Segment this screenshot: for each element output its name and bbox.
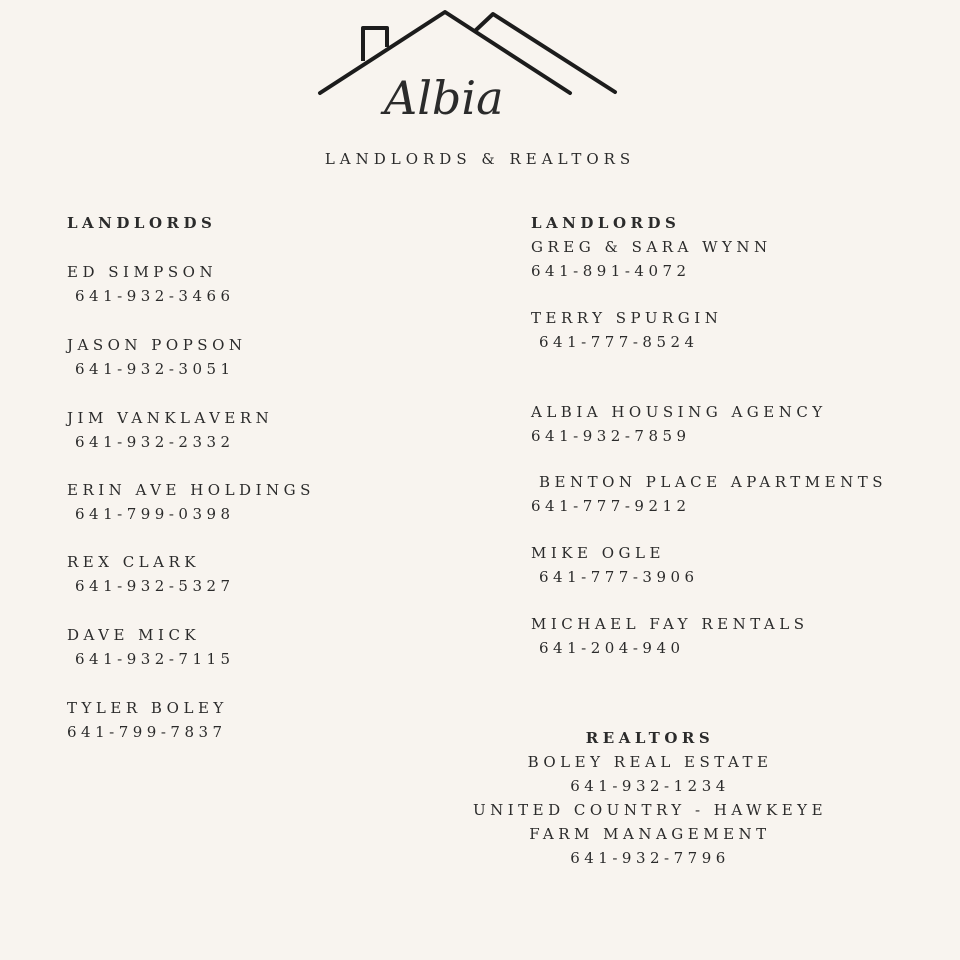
list-item	[531, 400, 827, 448]
landlord-name: MIKE OGLE	[531, 544, 665, 562]
landlord-name: ED SIMPSON	[67, 263, 218, 281]
list-item	[67, 478, 315, 526]
page-subtitle: LANDLORDS & REALTORS	[324, 150, 636, 168]
landlord-phone: 641-799-7837	[67, 723, 227, 741]
realtors-heading: REALTORS	[585, 729, 715, 747]
logo-script-text: Albia	[384, 71, 504, 125]
landlord-name: BENTON PLACE APARTMENTS	[539, 473, 888, 491]
realtor-line: FARM MANAGEMENT	[529, 825, 771, 843]
landlord-phone: 641-932-7115	[75, 650, 235, 668]
landlord-name: GREG & SARA WYNN	[531, 238, 772, 256]
landlord-phone: 641-932-3466	[75, 287, 235, 305]
list-item	[67, 260, 235, 308]
landlord-phone: 641-891-4072	[531, 262, 691, 280]
landlord-name: DAVE MICK	[67, 626, 201, 644]
right-landlords-heading: LANDLORDS	[531, 214, 681, 232]
list-item	[67, 623, 235, 671]
landlord-phone: 641-777-3906	[539, 568, 699, 586]
landlord-name: JASON POPSON	[67, 336, 247, 354]
landlord-phone: 641-932-7859	[531, 427, 691, 445]
landlord-phone: 641-777-8524	[539, 333, 699, 351]
left-landlords-heading: LANDLORDS	[67, 214, 217, 232]
albia-logo	[0, 0, 960, 150]
house-roof-icon	[0, 0, 960, 150]
landlord-name: MICHAEL FAY RENTALS	[531, 615, 809, 633]
list-item	[531, 306, 722, 354]
landlord-phone: 641-932-3051	[75, 360, 235, 378]
landlord-phone: 641-932-5327	[75, 577, 235, 595]
realtor-line: 641-932-1234	[570, 777, 730, 795]
realtor-line: UNITED COUNTRY - HAWKEYE	[472, 801, 828, 819]
landlord-phone: 641-799-0398	[75, 505, 235, 523]
realtor-line: BOLEY REAL ESTATE	[527, 753, 773, 771]
landlord-name: REX CLARK	[67, 553, 200, 571]
landlord-name: JIM VANKLAVERN	[67, 409, 274, 427]
list-item	[67, 333, 247, 381]
list-item	[67, 406, 273, 454]
list-item	[531, 612, 808, 660]
landlord-name: ALBIA HOUSING AGENCY	[531, 403, 827, 421]
realtor-line: 641-932-7796	[570, 849, 730, 867]
list-item	[67, 696, 228, 744]
landlord-name: TERRY SPURGIN	[531, 309, 723, 327]
realtors-section	[450, 726, 850, 870]
landlord-phone: 641-932-2332	[75, 433, 235, 451]
landlord-phone: 641-204-940	[539, 639, 685, 657]
list-item	[531, 541, 699, 589]
list-item	[531, 470, 887, 518]
landlord-phone: 641-777-9212	[531, 497, 691, 515]
landlord-name: ERIN AVE HOLDINGS	[67, 481, 315, 499]
list-item	[531, 235, 772, 283]
landlord-name: TYLER BOLEY	[67, 699, 228, 717]
list-item	[67, 550, 235, 598]
